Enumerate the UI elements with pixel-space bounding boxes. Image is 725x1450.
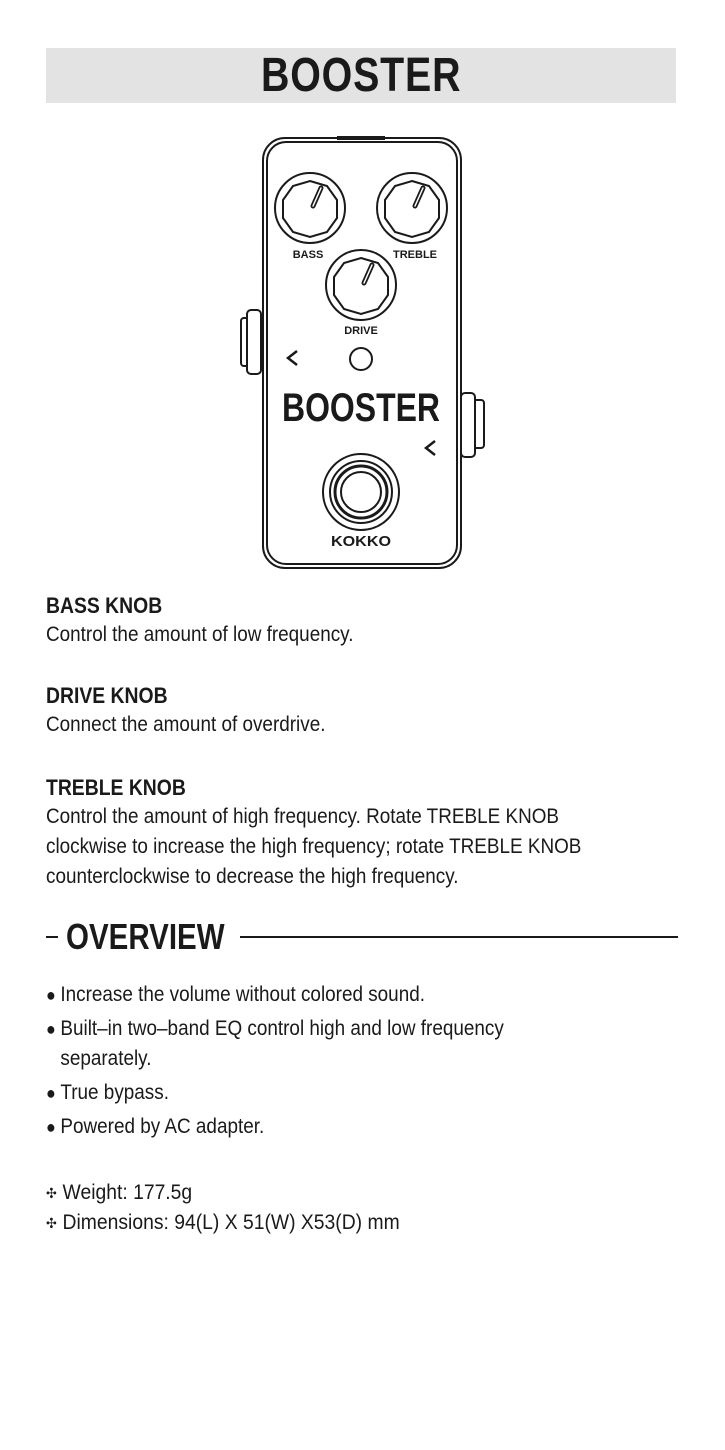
spec-weight-text: Weight: 177.5g [62,1181,193,1204]
bass-knob-description: Control the amount of low frequency. [46,623,354,646]
overview-title: OVERVIEW [66,916,225,957]
drive-knob-heading: DRIVE KNOB [46,683,168,708]
drive-knob-label: DRIVE [344,325,378,337]
overview-header [46,915,678,959]
diamond-mark-icon: ✣ [46,1185,57,1201]
output-jack-nut [461,393,475,457]
bullet-icon: ● [46,1019,56,1039]
bullet-icon: ● [46,1117,56,1137]
specs [46,1178,725,1238]
bass-knob-section [46,592,686,650]
list-item [46,980,676,1010]
bullet-icon: ● [46,985,56,1005]
bass-knob-heading: BASS KNOB [46,593,163,618]
treble-knob-description-line: clockwise to increase the high frequency; rotate TREBLE KNOB [46,835,582,858]
overview-dash [46,936,58,938]
list-item-text: True bypass. [60,1081,169,1104]
treble-knob [377,173,447,243]
drive-knob-description: Connect the amount of overdrive. [46,713,326,736]
diamond-mark-icon: ✣ [46,1215,57,1231]
list-item-text: Built–in two–band EQ control high and low frequency [60,1017,504,1040]
bass-knob-label: BASS [292,249,324,261]
input-jack-nut [247,310,261,374]
spec-weight [46,1178,690,1208]
overview-list [46,980,725,1146]
list-item-text: Powered by AC adapter. [60,1115,265,1138]
treble-knob-heading: TREBLE KNOB [46,775,186,800]
drive-knob [326,250,396,320]
drive-knob-section [46,682,686,740]
brand-logo: KOKKO [331,533,392,550]
list-item [46,1014,676,1074]
treble-knob-section [46,774,686,892]
bass-knob [275,173,345,243]
treble-knob-description-line: Control the amount of high frequency. Rotate TREBLE KNOB [46,805,560,828]
list-item [46,1112,676,1142]
page-title: BOOSTER [260,48,462,102]
treble-knob-description-line: counterclockwise to decrease the high frequency. [46,865,459,888]
overview-rule [240,936,678,938]
pedal-illustration [225,128,500,578]
pedal-name: BOOSTER [282,386,441,430]
bullet-icon: ● [46,1083,56,1103]
list-item-text-continued: separately. [60,1047,152,1070]
footswitch [323,454,399,530]
treble-knob-label: TREBLE [393,249,437,261]
list-item-text: Increase the volume without colored sound. [60,983,425,1006]
spec-dimensions [46,1208,690,1238]
title-banner [46,48,676,103]
spec-dimensions-text: Dimensions: 94(L) X 51(W) X53(D) mm [62,1211,400,1234]
list-item [46,1078,676,1108]
